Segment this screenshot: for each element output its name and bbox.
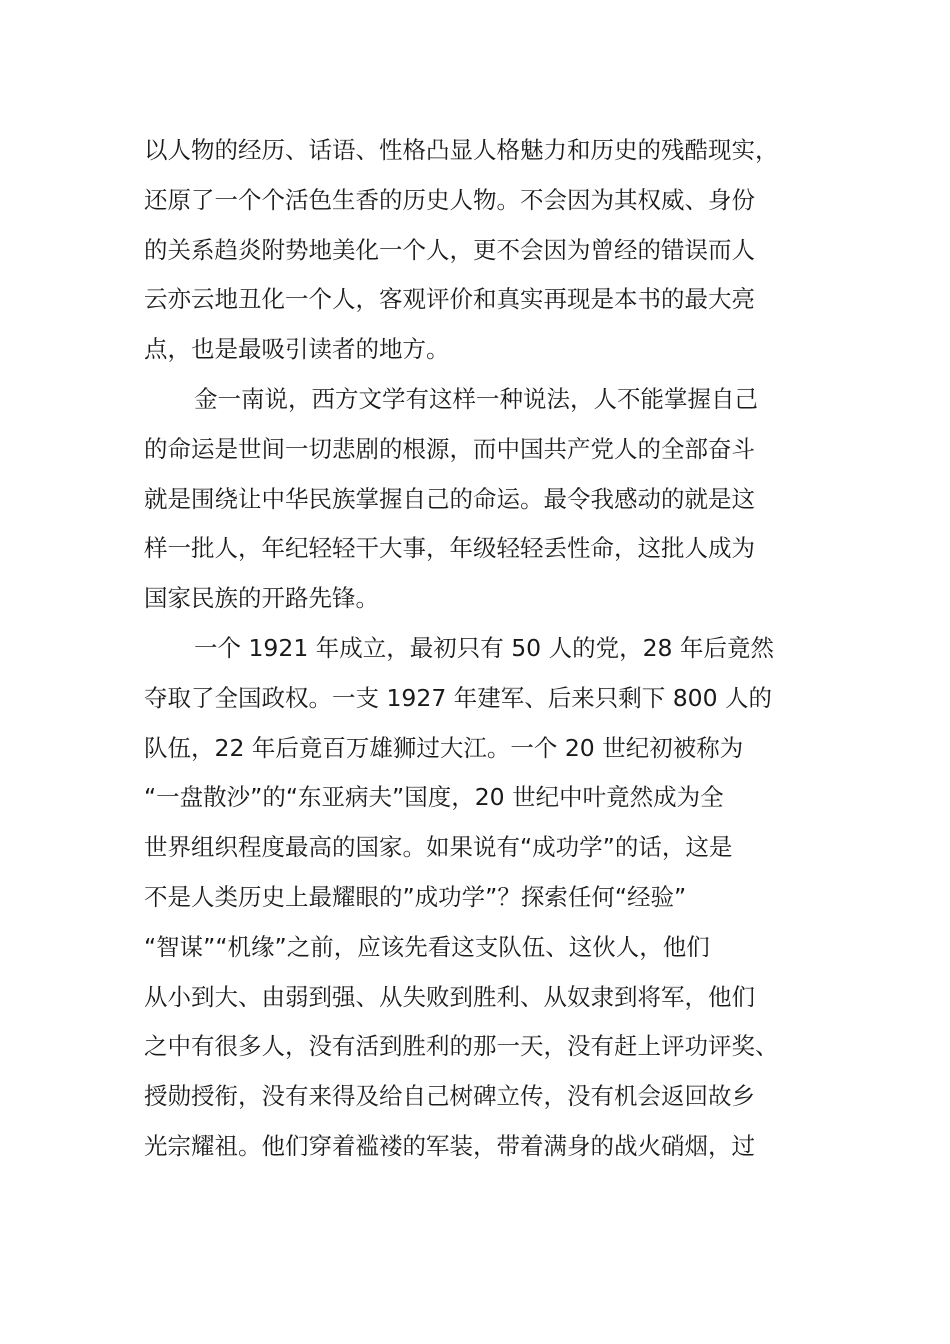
text-line: “智谋”“机缘”之前，应该先看这支队伍、这伙人，他们 [144,932,710,961]
text-line: 就是围绕让中华民族掌握自己的命运。最令我感动的就是这 [144,484,755,513]
text-line: 队伍，22 年后竟百万雄狮过大江。一个 20 世纪初被称为 [144,733,744,762]
text-line: 还原了一个个活色生香的历史人物。不会因为其权威、身份 [144,185,755,214]
text-line: 世界组织程度最高的国家。如果说有“成功学”的话，这是 [144,833,733,862]
text-line: 之中有很多人，没有活到胜利的那一天，没有赶上评功评奖、 [144,1032,779,1061]
text-line: 授勋授衔，没有来得及给自己树碑立传，没有机会返回故乡 [144,1082,755,1111]
text-line: 国家民族的开路先锋。 [144,584,379,613]
text-line: “一盘散沙”的“东亚病夫”国度，20 世纪中叶竟然成为全 [144,783,724,812]
text-line: 夺取了全国政权。一支 1927 年建军、后来只剩下 800 人的 [144,683,773,712]
paragraph-first-line: 一个 1921 年成立，最初只有 50 人的党，28 年后竟然 [194,633,774,662]
text-line: 云亦云地丑化一个人，客观评价和真实再现是本书的最大亮 [144,285,755,314]
text-line: 以人物的经历、话语、性格凸显人格魅力和历史的残酷现实， [144,136,779,164]
text-line: 样一批人，年纪轻轻干大事，年级轻轻丢性命，这批人成为 [144,534,755,563]
body-text [144,126,814,1172]
text-line: 的关系趋炎附势地美化一个人，更不会因为曾经的错误而人 [144,235,755,264]
paragraph-first-line: 金一南说，西方文学有这样一种说法，人不能掌握自己 [194,384,758,413]
text-line: 的命运是世间一切悲剧的根源，而中国共产党人的全部奋斗 [144,434,755,463]
text-line: 光宗耀祖。他们穿着褴褛的军装，带着满身的战火硝烟，过 [144,1131,755,1160]
text-line: 不是人类历史上最耀眼的”成功学”？探索任何“经验” [144,882,687,911]
text-line: 点，也是最吸引读者的地方。 [144,335,450,364]
text-line: 从小到大、由弱到强、从失败到胜利、从奴隶到将军，他们 [144,982,755,1011]
